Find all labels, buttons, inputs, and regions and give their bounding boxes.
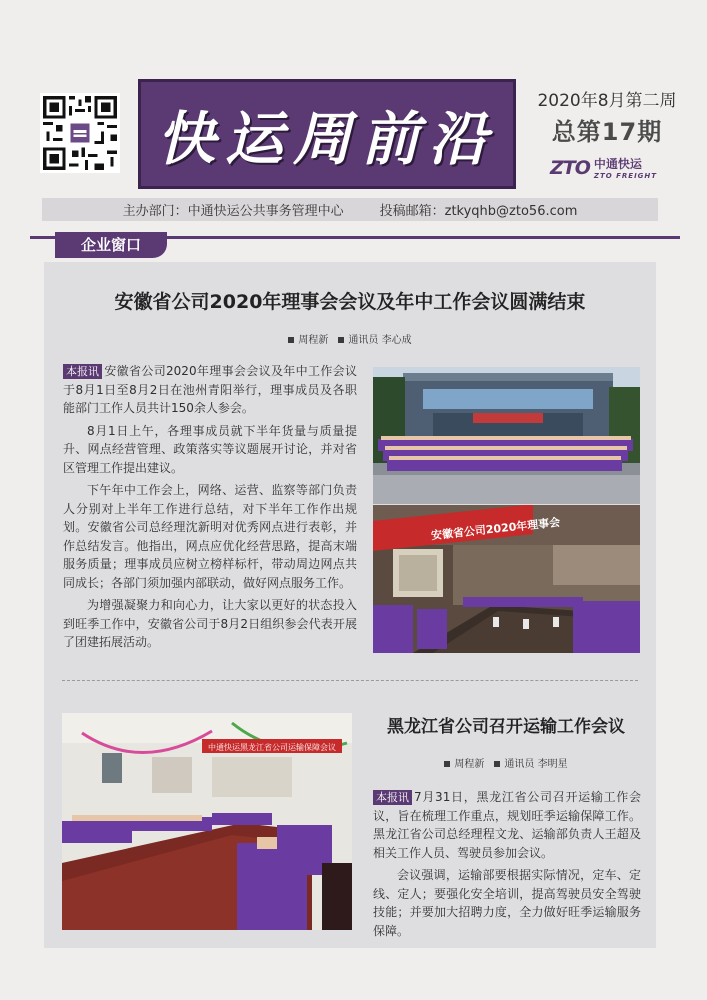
article2-p1: 7月31日，黑龙江省公司召开运输工作会议，旨在梳理工作重点，规划旺季运输保障工作。黑龙江省公司总经理程文龙、运输部负责人王超及相关工作人员、驾驶员参加会议。 <box>373 790 641 860</box>
meeting-photo-graphic <box>373 505 640 653</box>
section-tab: 企业窗口 <box>55 232 167 258</box>
article1-byline <box>44 331 656 346</box>
article1-body <box>63 362 357 656</box>
article1-title: 安徽省公司2020年理事会会议及年中工作会议圆满结束 <box>114 291 586 313</box>
article1-p1: 安徽省公司2020年理事会会议及年中工作会议于8月1日至8月2日在池州青阳举行，理事成员及各职能部门工作人员共计150余人参会。 <box>63 364 357 415</box>
transport-meeting-photo <box>62 713 352 930</box>
qr-code-graphic <box>40 93 120 173</box>
info-bar <box>42 198 658 221</box>
meeting-banner-text: 安徽省公司2020年理事会 <box>430 515 561 543</box>
article2-reporter-name: 通讯员 李明星 <box>504 759 568 770</box>
article2-paragraph <box>373 788 641 862</box>
article1-reporter-name: 通讯员 李心成 <box>348 335 412 346</box>
article1-paragraph <box>63 362 357 418</box>
bullet-square-icon <box>444 761 450 767</box>
transport-meeting-photo-graphic <box>62 713 352 930</box>
bullet-square-icon <box>494 761 500 767</box>
contribution-email[interactable]: 投稿邮箱：ztkyqhb@zto56.com <box>379 204 578 219</box>
article1-editor-name: 周程新 <box>298 335 329 346</box>
article2-p2: 会议强调，运输部要根据实际情况，定车、定线、定人；要强化安全培训，提高驾驶员安全驾驶技能；并要加大招聘力度，全力做好旺季运输服务保障。 <box>373 868 641 938</box>
article1-p3: 下午年中工作会上，网络、运营、监察等部门负责人分别对上半年工作进行总结，对下半年工作作出规划。安徽省公司总经理沈新明对优秀网点进行表彰，并作总结发言。他指出，网点应优化经营思路，提高末端服务质量；理事成员应树立榜样标杆，带动周边网点共同成长；各部门须加强内部联动，做好网点服务工作。 <box>63 483 357 590</box>
logo-words <box>594 158 657 181</box>
sponsor-text: 主办部门：中通快运公共事务管理中心 <box>122 204 344 219</box>
article2-editor-name: 周程新 <box>454 759 485 770</box>
article2-byline <box>368 755 644 770</box>
issue-number: 总第17期 <box>551 118 663 146</box>
masthead <box>138 79 516 189</box>
article2-reporter <box>494 755 567 770</box>
meeting-photo <box>373 505 640 653</box>
qr-code[interactable] <box>40 93 120 173</box>
bullet-square-icon <box>288 337 294 343</box>
group-photo <box>373 367 640 504</box>
group-photo-graphic <box>373 367 640 504</box>
article-divider <box>62 680 638 681</box>
article2-body <box>373 788 641 944</box>
article1-p4: 为增强凝聚力和向心力，让大家以更好的状态投入到旺季工作中，安徽省公司于8月2日组织参会代表开展了团建拓展活动。 <box>63 598 357 649</box>
news-tag: 本报讯 <box>63 364 102 379</box>
article2-editor <box>444 755 484 770</box>
transport-banner-text: 中通快运黑龙江省公司运输保障会议 <box>208 743 336 752</box>
article2-title: 黑龙江省公司召开运输工作会议 <box>387 717 625 737</box>
masthead-title: 快运周前沿 <box>156 105 497 173</box>
zto-freight-logo <box>550 158 670 182</box>
logo-english-name: ZTO FREIGHT <box>593 172 658 180</box>
bullet-square-icon <box>338 337 344 343</box>
news-tag: 本报讯 <box>373 790 412 805</box>
article1-editor <box>288 331 328 346</box>
logo-chinese-name: 中通快运 <box>593 157 642 171</box>
issue-date: 2020年8月第二周 <box>537 91 677 111</box>
article1-p2: 8月1日上午，各理事成员就下半年货量与质量提升、网点经营管理、政策落实等议题展开讨论，并对省区管理工作提出建议。 <box>63 423 357 475</box>
article1-reporter <box>338 331 411 346</box>
logo-mark: ZTO <box>550 157 590 179</box>
